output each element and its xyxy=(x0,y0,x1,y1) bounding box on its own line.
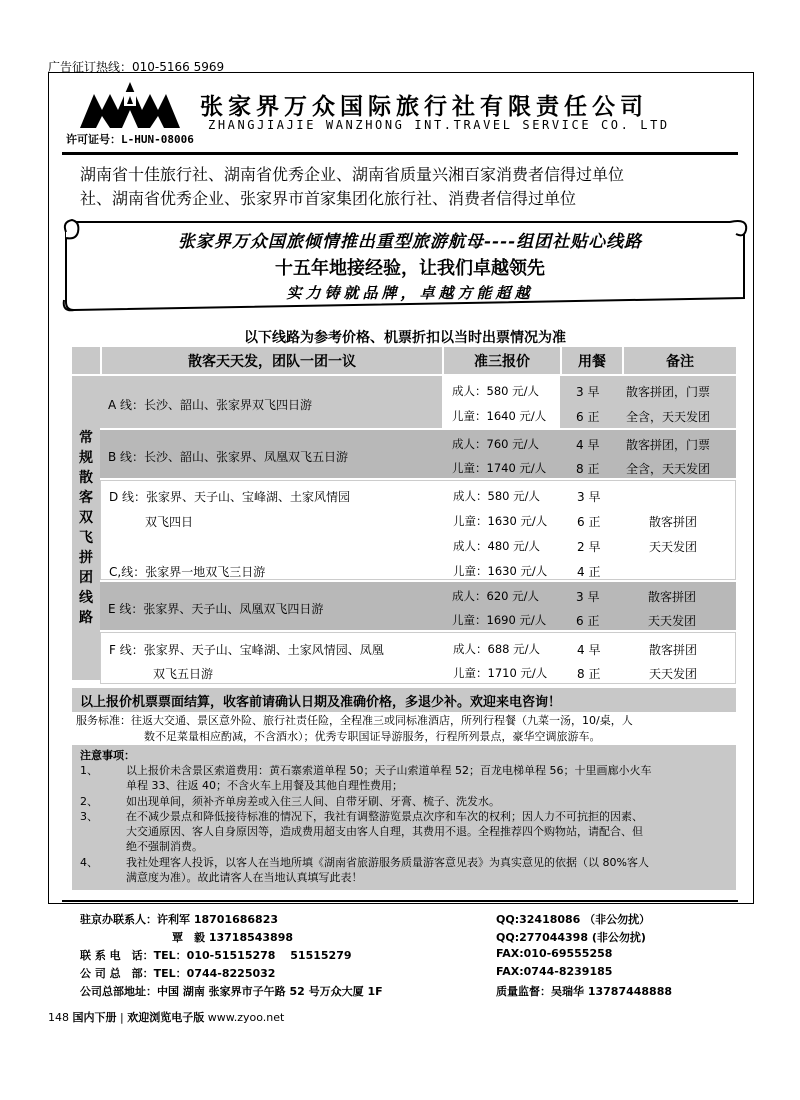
route-row-a xyxy=(100,376,736,428)
table-header-meals: 用餐 xyxy=(562,347,622,374)
route-f-meal-1: 4 早 xyxy=(577,643,601,657)
route-d-price-adult: 成人：580 元/人 xyxy=(453,489,540,503)
route-f-price-child: 儿童：1710 元/人 xyxy=(453,666,548,680)
route-b-meal-1: 4 早 xyxy=(576,438,600,452)
route-e-name: E 线：张家界、天子山、凤凰双飞四日游 xyxy=(108,602,324,616)
route-f-meal-2: 8 正 xyxy=(577,667,601,681)
header-divider xyxy=(62,152,738,155)
route-e-remark-2: 天天发团 xyxy=(648,614,697,628)
banner-slogan-2: 十五年地接经验，让我们卓越领先 xyxy=(275,258,545,279)
table-header-remarks: 备注 xyxy=(624,347,736,374)
company-name-cn: 张家界万众国际旅行社有限责任公司 xyxy=(200,94,648,120)
contact-address: 公司总部地址：中国 湖南 张家界市子午路 52 号万众大厦 1F xyxy=(80,985,383,998)
route-d-price-child: 儿童：1630 元/人 xyxy=(453,514,548,528)
table-header-route: 散客天天发，团队一团一议 xyxy=(102,347,442,374)
route-d-name: D 线：张家界、天子山、宝峰湖、土家风情园 xyxy=(109,490,351,504)
route-d-meal-2: 6 正 xyxy=(577,515,601,529)
route-c-price-child: 儿童：1630 元/人 xyxy=(453,564,548,578)
side-label xyxy=(72,376,100,680)
footer-section: 国内下册 xyxy=(72,1011,117,1024)
route-a-remark-2: 全含，天天发团 xyxy=(626,410,711,424)
route-d-remark-1: 散客拼团 xyxy=(649,515,698,529)
route-c-name: C,线：张家界一地双飞三日游 xyxy=(109,565,266,579)
note-number: 2、 xyxy=(80,795,98,808)
note-line: 以上报价未含景区索道费用：黄石寨索道单程 50；天子山索道单程 52；百龙电梯单程 56；十里画廊小火车 xyxy=(126,764,652,777)
side-label-char: 团 xyxy=(79,570,93,586)
banner-slogan-3: 实力铸就品牌，卓越方能超越 xyxy=(286,284,534,302)
table-header-corner xyxy=(72,347,100,374)
note-line: 我社处理客人投诉，以客人在当地所填《湖南省旅游服务质量游客意见表》为真实意见的依据（以 80%客人 xyxy=(126,856,649,869)
route-b-remark-1: 散客拼团，门票 xyxy=(626,438,711,452)
route-a-remark-1: 散客拼团，门票 xyxy=(626,385,711,399)
footer-separator: | xyxy=(120,1011,124,1024)
service-line: 服务标准：往返大交通、景区意外险、旅行社责任险，全程准三或同标准酒店，所列行程餐（九菜一汤，10/桌，人 xyxy=(76,714,633,727)
route-e-price-adult: 成人：620 元/人 xyxy=(452,589,539,603)
banner-slogan-1: 张家界万众国旅倾情推出重型旅游航母----组团社贴心线路 xyxy=(177,232,643,252)
route-d-name-2: 双飞四日 xyxy=(145,515,194,529)
page-number: 148 xyxy=(48,1011,69,1024)
service-line: 数不足菜量相应酌减，不含酒水）；优秀专职国证导游服务，行程所列景点，豪华空调旅游车。 xyxy=(144,730,601,743)
honors-line: 湖南省十佳旅行社、湖南省优秀企业、湖南省质量兴湘百家消费者信得过单位 xyxy=(80,165,625,184)
reference-note: 以下线路为参考价格、机票折扣以当时出票情况为准 xyxy=(244,330,566,346)
footer-url[interactable]: www.zyoo.net xyxy=(207,1011,285,1024)
note-line: 大交通原因、客人自身原因等，造成费用超支由客人自理，其费用不退。全程推荐四个购物站，请配合、但 xyxy=(126,825,643,838)
route-b-price-adult: 成人：760 元/人 xyxy=(452,437,539,451)
route-f-remark-1: 散客拼团 xyxy=(649,643,698,657)
side-label-char: 路 xyxy=(79,610,93,626)
ad-hotline: 广告征订热线：010-5166 5969 xyxy=(48,60,225,74)
contact-qq-2: QQ:277044398 (非公勿扰) xyxy=(496,931,646,944)
side-label-char: 规 xyxy=(79,450,93,466)
route-f-name-2: 双飞五日游 xyxy=(153,667,214,681)
route-d-meal-1: 3 早 xyxy=(577,490,601,504)
table-header-price: 准三报价 xyxy=(444,347,560,374)
page-footer xyxy=(48,1009,284,1025)
contact-phone: 联 系 电 话：TEL：010-51515278 51515279 xyxy=(80,949,352,962)
route-e-remark-1: 散客拼团 xyxy=(648,590,697,604)
note-number: 1、 xyxy=(80,764,98,777)
route-row-e xyxy=(100,582,736,630)
route-e-meal-2: 6 正 xyxy=(576,614,600,628)
note-line: 在不减少景点和降低接待标准的情况下，我社有调整游览景点次序和车次的权利；因人力不可抗拒的因素、 xyxy=(126,810,643,823)
route-e-meal-1: 3 早 xyxy=(576,590,600,604)
side-label-char: 飞 xyxy=(79,530,93,546)
note-number: 3、 xyxy=(80,810,98,823)
honors-text xyxy=(80,163,730,211)
route-row-d xyxy=(100,480,736,580)
side-label-char: 散 xyxy=(79,470,93,486)
contact-fax-1: FAX:010-69555258 xyxy=(496,947,613,960)
route-c-price-adult: 成人：480 元/人 xyxy=(453,539,540,553)
notes-title: 注意事项： xyxy=(80,749,135,762)
route-a-meal-2: 6 正 xyxy=(576,410,600,424)
side-label-char: 客 xyxy=(79,490,93,506)
license-number: 许可证号：L-HUN-08006 xyxy=(66,133,194,146)
route-a-meal-1: 3 早 xyxy=(576,385,600,399)
service-standard xyxy=(76,713,736,745)
contact-fax-2: FAX:0744-8239185 xyxy=(496,965,613,978)
company-name-en: ZHANGJIAJIE WANZHONG INT.TRAVEL SERVICE CO. LTD xyxy=(208,118,670,132)
note-line: 如出现单间，须补齐单房差或入住三人间、自带牙刷、牙膏、梳子、洗发水。 xyxy=(126,795,500,808)
route-c-meal-1: 2 早 xyxy=(577,540,601,554)
note-line: 绝不强制消费。 xyxy=(126,840,203,853)
route-b-remark-2: 全含，天天发团 xyxy=(626,462,711,476)
note-line: 满意度为准）。故此请客人在当地认真填写此表！ xyxy=(126,871,363,884)
route-b-price-child: 儿童：1740 元/人 xyxy=(452,461,547,475)
contact-hq-phone: 公 司 总 部：TEL：0744-8225032 xyxy=(80,967,276,980)
footer-slogan: 欢迎浏览电子版 xyxy=(127,1011,205,1024)
route-e-price-child: 儿童：1690 元/人 xyxy=(452,613,547,627)
contact-qq-1: QQ:32418086 （非公勿扰） xyxy=(496,913,651,926)
notes-box xyxy=(72,745,736,890)
route-c-meal-2: 4 正 xyxy=(577,565,601,579)
route-b-name: B 线：长沙、韶山、张家界、凤凰双飞五日游 xyxy=(108,450,349,464)
side-label-char: 双 xyxy=(79,510,93,526)
honors-line: 社、湖南省优秀企业、张家界市首家集团化旅行社、消费者信得过单位 xyxy=(80,189,577,208)
route-f-remark-2: 天天发团 xyxy=(649,667,698,681)
route-a-name: A 线：长沙、韶山、张家界双飞四日游 xyxy=(108,398,313,412)
side-label-char: 拼 xyxy=(79,550,93,566)
route-f-name: F 线：张家界、天子山、宝峰湖、土家风情园、凤凰 xyxy=(109,643,384,657)
company-logo xyxy=(80,80,180,130)
route-a-price-adult: 成人：580 元/人 xyxy=(452,384,539,398)
route-a-price-child: 儿童：1640 元/人 xyxy=(452,409,547,423)
route-b-meal-2: 8 正 xyxy=(576,462,600,476)
side-label-char: 线 xyxy=(79,590,93,606)
route-f-price-adult: 成人：688 元/人 xyxy=(453,642,540,656)
contact-beijing-2: 覃 毅 13718543898 xyxy=(172,931,294,944)
route-row-b xyxy=(100,430,736,478)
route-d-remark-2: 天天发团 xyxy=(649,540,698,554)
route-row-f xyxy=(100,632,736,684)
side-label-char: 常 xyxy=(79,430,93,446)
note-number: 4、 xyxy=(80,856,98,869)
contact-beijing-1: 驻京办联系人：许利军 18701686823 xyxy=(80,913,279,926)
contacts-divider xyxy=(62,900,738,902)
contact-quality: 质量监督：吴瑞华 13787448888 xyxy=(496,985,673,998)
note-line: 单程 33、往返 40；不含火车上用餐及其他自理性费用； xyxy=(126,779,403,792)
pricing-notice: 以上报价机票票面结算，收客前请确认日期及准确价格，多退少补。欢迎来电咨询！ xyxy=(72,688,736,712)
